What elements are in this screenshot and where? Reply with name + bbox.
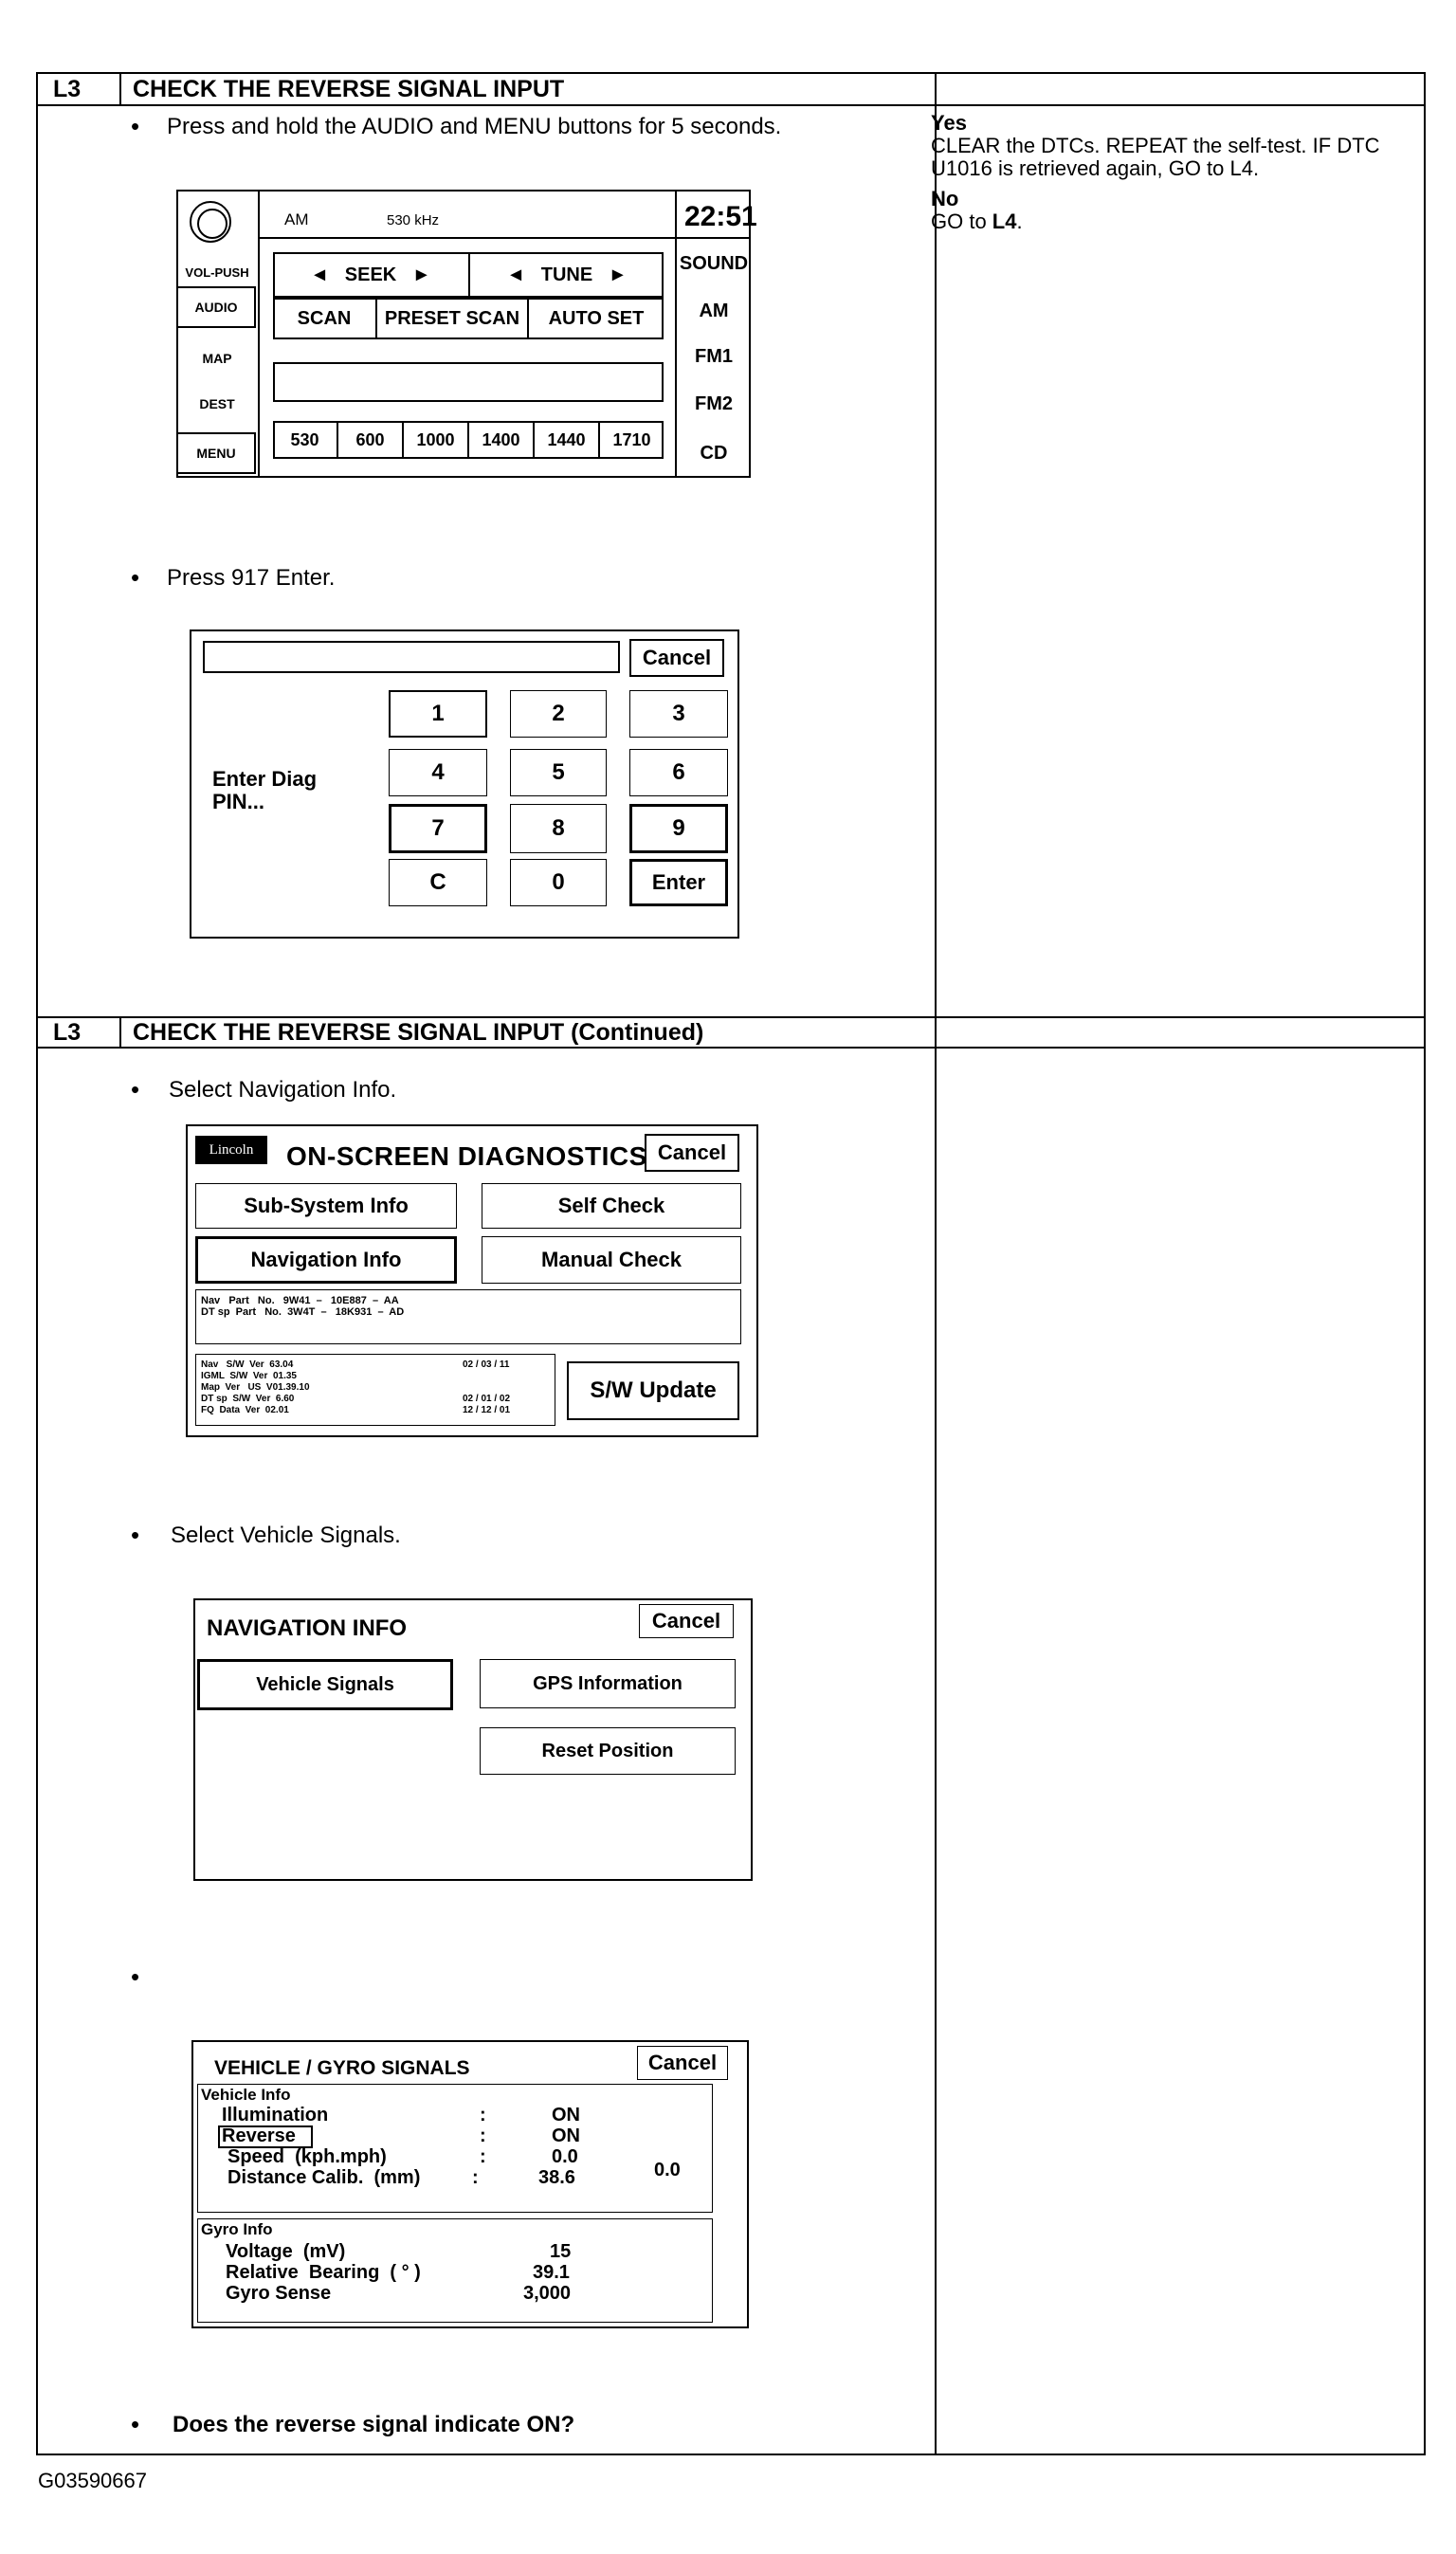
bullet-icon: •	[131, 2410, 140, 2438]
signal-name-reverse: Reverse	[222, 2125, 296, 2146]
cancel-button[interactable]: Cancel	[645, 1134, 739, 1172]
step-6-question: Does the reverse signal indicate ON?	[173, 2412, 575, 2437]
preset-button[interactable]: 530	[273, 421, 338, 459]
preset-button[interactable]: 1000	[404, 421, 469, 459]
manual-check-button[interactable]: Manual Check	[482, 1236, 741, 1284]
preset-button[interactable]: 1440	[535, 421, 600, 459]
sw-update-button[interactable]: S/W Update	[567, 1361, 739, 1420]
signal-value: 38.6	[538, 2167, 575, 2188]
preset-scan-button[interactable]: PRESET SCAN	[384, 307, 520, 329]
tune-button[interactable]: ◄ TUNE ►	[506, 264, 628, 285]
signal-value: ON	[552, 2105, 580, 2125]
gyro-info-label: Gyro Info	[201, 2220, 273, 2238]
preset-button[interactable]: 600	[338, 421, 404, 459]
vehicle-signals-button[interactable]: Vehicle Signals	[197, 1659, 453, 1710]
signal-value-reverse: ON	[552, 2125, 580, 2146]
band-display: AM	[284, 210, 309, 228]
signal-name: Illumination	[222, 2105, 329, 2125]
version-dates: 02 / 03 / 11 02 / 01 / 02 12 / 12 / 01	[463, 1359, 511, 1415]
bullet-icon: •	[131, 563, 140, 592]
key-1[interactable]: 1	[389, 690, 487, 738]
signal-separator: :	[480, 2125, 486, 2146]
fm2-button[interactable]: FM2	[695, 392, 733, 414]
key-9[interactable]: 9	[629, 804, 728, 853]
figure-id: G03590667	[38, 2469, 147, 2492]
no-text: GO to L4.	[931, 210, 1023, 233]
key-8[interactable]: 8	[510, 804, 607, 853]
osd-title: ON-SCREEN DIAGNOSTICS	[286, 1141, 647, 1171]
am-button[interactable]: AM	[699, 300, 729, 321]
gyro-name: Voltage (mV)	[226, 2241, 346, 2262]
section-code-continued: L3	[53, 1019, 82, 1046]
section-title: CHECK THE REVERSE SIGNAL INPUT	[133, 76, 565, 102]
signals-title: VEHICLE / GYRO SIGNALS	[214, 2057, 470, 2079]
volume-knob-icon[interactable]	[190, 201, 231, 243]
signal-separator: :	[480, 2146, 486, 2167]
menu-button[interactable]: MENU	[176, 432, 256, 474]
step-2: Press 917 Enter.	[167, 565, 336, 591]
reset-position-button[interactable]: Reset Position	[480, 1727, 736, 1775]
pin-input[interactable]	[203, 641, 620, 673]
signal-value: 0.0	[552, 2146, 578, 2167]
bullet-icon: •	[131, 112, 140, 140]
bullet-icon: •	[131, 1521, 140, 1549]
key-clear[interactable]: C	[389, 859, 487, 906]
cancel-button[interactable]: Cancel	[637, 2046, 728, 2080]
part-numbers: Nav Part No. 9W41 – 10E887 – AA DT sp Part No. 3W4T – 18K931 – AD	[201, 1295, 405, 1318]
scan-button[interactable]: SCAN	[297, 307, 352, 329]
auto-set-button[interactable]: AUTO SET	[548, 307, 645, 329]
signal-value-secondary: 0.0	[654, 2160, 681, 2180]
gyro-value: 39.1	[533, 2262, 570, 2283]
self-check-button[interactable]: Self Check	[482, 1183, 741, 1229]
fm1-button[interactable]: FM1	[695, 345, 733, 367]
enter-button[interactable]: Enter	[629, 859, 728, 906]
cd-button[interactable]: CD	[700, 442, 728, 464]
signal-name: Distance Calib. (mm)	[228, 2167, 421, 2188]
signal-name: Speed (kph.mph)	[228, 2146, 387, 2167]
gyro-value: 15	[550, 2241, 572, 2262]
frequency-display: 530 kHz	[387, 212, 440, 228]
sound-button[interactable]: SOUND	[679, 252, 749, 274]
version-list: Nav S/W Ver 63.04 IGML S/W Ver 01.35 Map Ver US V01.39.10 DT sp S/W Ver 6.60 FQ Data Ver 02.01	[201, 1359, 310, 1415]
no-label: No	[931, 187, 959, 210]
sub-system-info-button[interactable]: Sub-System Info	[195, 1183, 457, 1229]
key-7[interactable]: 7	[389, 804, 487, 853]
audio-button[interactable]: AUDIO	[176, 286, 256, 328]
key-6[interactable]: 6	[629, 749, 728, 796]
key-3[interactable]: 3	[629, 690, 728, 738]
clock-display: 22:51	[684, 201, 757, 232]
cancel-button[interactable]: Cancel	[639, 1604, 734, 1638]
yes-label: Yes	[931, 111, 967, 135]
text-display	[273, 362, 664, 402]
key-2[interactable]: 2	[510, 690, 607, 738]
key-0[interactable]: 0	[510, 859, 607, 906]
gps-information-button[interactable]: GPS Information	[480, 1659, 736, 1708]
cancel-button[interactable]: Cancel	[629, 639, 724, 677]
pin-prompt: Enter Diag PIN...	[212, 767, 318, 813]
key-4[interactable]: 4	[389, 749, 487, 796]
seek-button[interactable]: ◄ SEEK ►	[310, 264, 431, 285]
bullet-icon: •	[131, 1075, 140, 1104]
section-title-continued: CHECK THE REVERSE SIGNAL INPUT (Continued)	[133, 1019, 704, 1046]
preset-buttons	[273, 421, 664, 459]
bullet-icon: •	[131, 1962, 140, 1991]
signal-separator: :	[472, 2167, 479, 2188]
vehicle-info-label: Vehicle Info	[201, 2086, 291, 2104]
gyro-name: Gyro Sense	[226, 2283, 332, 2304]
navigation-info-button[interactable]: Navigation Info	[195, 1236, 457, 1284]
preset-button[interactable]: 1400	[469, 421, 535, 459]
preset-button[interactable]: 1710	[612, 429, 651, 449]
section-code: L3	[53, 76, 82, 102]
step-3: Select Navigation Info.	[169, 1077, 397, 1103]
vol-push-button[interactable]: VOL-PUSH	[185, 265, 249, 280]
results-panel	[931, 112, 1416, 233]
step-1: Press and hold the AUDIO and MENU buttons for 5 seconds.	[167, 114, 782, 139]
map-button[interactable]: MAP	[202, 351, 232, 366]
nav-info-title: NAVIGATION INFO	[207, 1615, 408, 1641]
step-4: Select Vehicle Signals.	[171, 1523, 401, 1548]
dest-button[interactable]: DEST	[199, 396, 235, 411]
yes-text: CLEAR the DTCs. REPEAT the self-test. IF DTC U1016 is retrieved again, GO to L4.	[931, 134, 1380, 180]
signal-separator: :	[480, 2105, 486, 2125]
gyro-value: 3,000	[523, 2283, 572, 2304]
lincoln-logo: Lincoln	[195, 1136, 267, 1164]
gyro-name: Relative Bearing ( ° )	[226, 2262, 421, 2283]
key-5[interactable]: 5	[510, 749, 607, 796]
